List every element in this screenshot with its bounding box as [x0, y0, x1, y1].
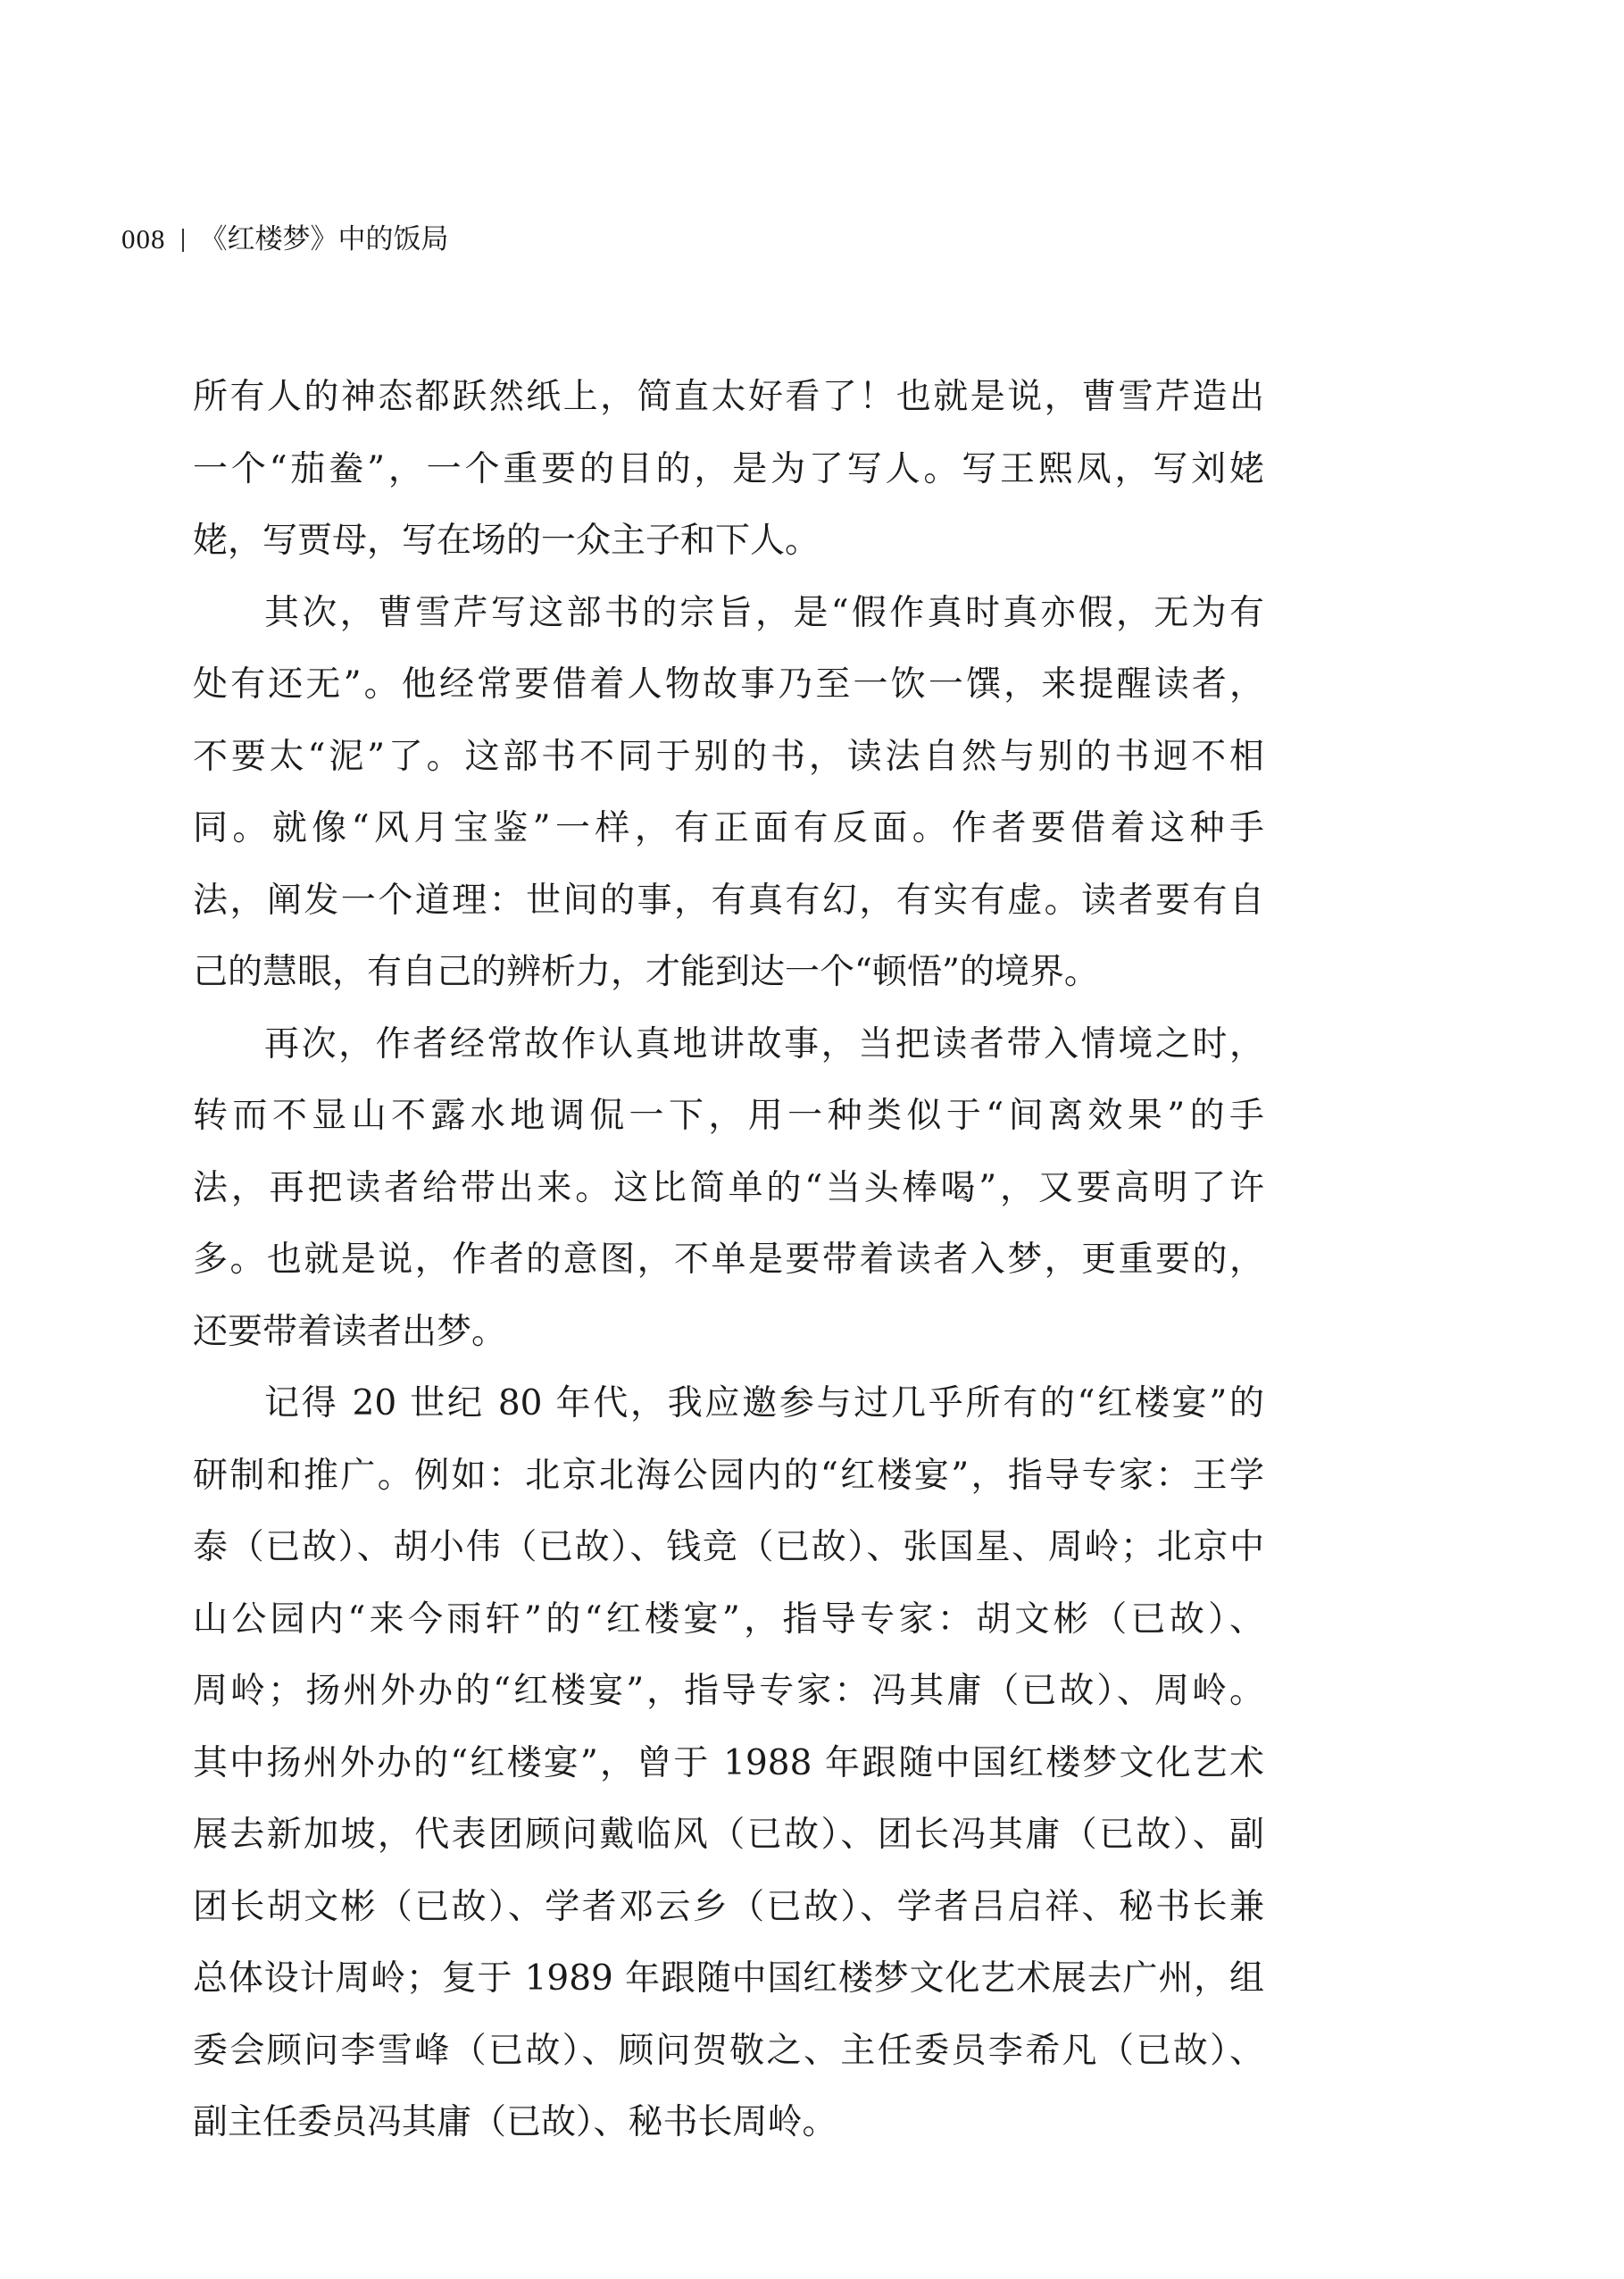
text-line: 记得 20 世纪 80 年代，我应邀参与过几乎所有的“红楼宴”的 [264, 1383, 1264, 1423]
text-line: 研制和推广。例如：北京北海公园内的“红楼宴”，指导专家：王学 [193, 1455, 1264, 1496]
text-line: 委会顾问李雪峰（已故）、顾问贺敬之、主任委员李希凡（已故）、 [193, 2030, 1264, 2071]
body-text [193, 362, 1264, 2159]
text-line: 团长胡文彬（已故）、学者邓云乡（已故）、学者吕启祥、秘书长兼 [193, 1886, 1264, 1927]
text-line: 一个“茄鲞”，一个重要的目的，是为了写人。写王熙凤，写刘姥 [193, 448, 1264, 489]
text-line: 其次，曹雪芹写这部书的宗旨，是“假作真时真亦假，无为有 [264, 592, 1264, 633]
text-line: 再次，作者经常故作认真地讲故事，当把读者带入情境之时， [264, 1023, 1264, 1064]
text-line: 泰（已故）、胡小伟（已故）、钱竞（已故）、张国星、周岭；北京中 [193, 1527, 1264, 1567]
text-line: 周岭；扬州外办的“红楼宴”，指导专家：冯其庸（已故）、周岭。 [193, 1671, 1264, 1711]
text-line: 法，阐发一个道理：世间的事，有真有幻，有实有虚。读者要有自 [193, 880, 1264, 921]
text-line: 所有人的神态都跃然纸上，简直太好看了！也就是说，曹雪芹造出 [193, 377, 1264, 417]
text-line: 同。就像“风月宝鉴”一样，有正面有反面。作者要借着这种手 [193, 808, 1264, 848]
paragraph-3 [193, 1009, 1264, 1369]
text-line: 其中扬州外办的“红楼宴”，曾于 1988 年跟随中国红楼梦文化艺术 [193, 1742, 1264, 1783]
book-title: 《红楼梦》中的饭局 [199, 223, 449, 255]
text-line: 己的慧眼，有自己的辨析力，才能到达一个“顿悟”的境界。 [193, 952, 1099, 992]
running-header [121, 221, 449, 257]
text-line: 姥，写贾母，写在场的一众主子和下人。 [193, 521, 820, 561]
text-line: 山公园内“来今雨轩”的“红楼宴”，指导专家：胡文彬（已故）、 [193, 1599, 1264, 1640]
text-line: 多。也就是说，作者的意图，不单是要带着读者入梦，更重要的， [193, 1240, 1264, 1280]
text-line: 处有还无”。他经常要借着人物故事乃至一饮一馔，来提醒读者， [193, 664, 1264, 705]
text-line: 法，再把读者给带出来。这比简单的“当头棒喝”，又要高明了许 [193, 1167, 1264, 1208]
text-line: 转而不显山不露水地调侃一下，用一种类似于“间离效果”的手 [193, 1096, 1264, 1136]
paragraph-1 [193, 362, 1264, 578]
header-separator [182, 229, 184, 252]
paragraph-2 [193, 578, 1264, 1009]
text-line: 还要带着读者出梦。 [193, 1311, 507, 1352]
text-line: 副主任委员冯其庸（已故）、秘书长周岭。 [193, 2102, 837, 2142]
text-line: 总体设计周岭；复于 1989 年跟随中国红楼梦文化艺术展去广州，组 [193, 1958, 1264, 1999]
text-line: 不要太“泥”了。这部书不同于别的书，读法自然与别的书迥不相 [193, 736, 1264, 777]
page-number: 008 [121, 223, 166, 255]
paragraph-4 [193, 1368, 1264, 2159]
text-line: 展去新加坡，代表团顾问戴临风（已故）、团长冯其庸（已故）、副 [193, 1815, 1264, 1855]
